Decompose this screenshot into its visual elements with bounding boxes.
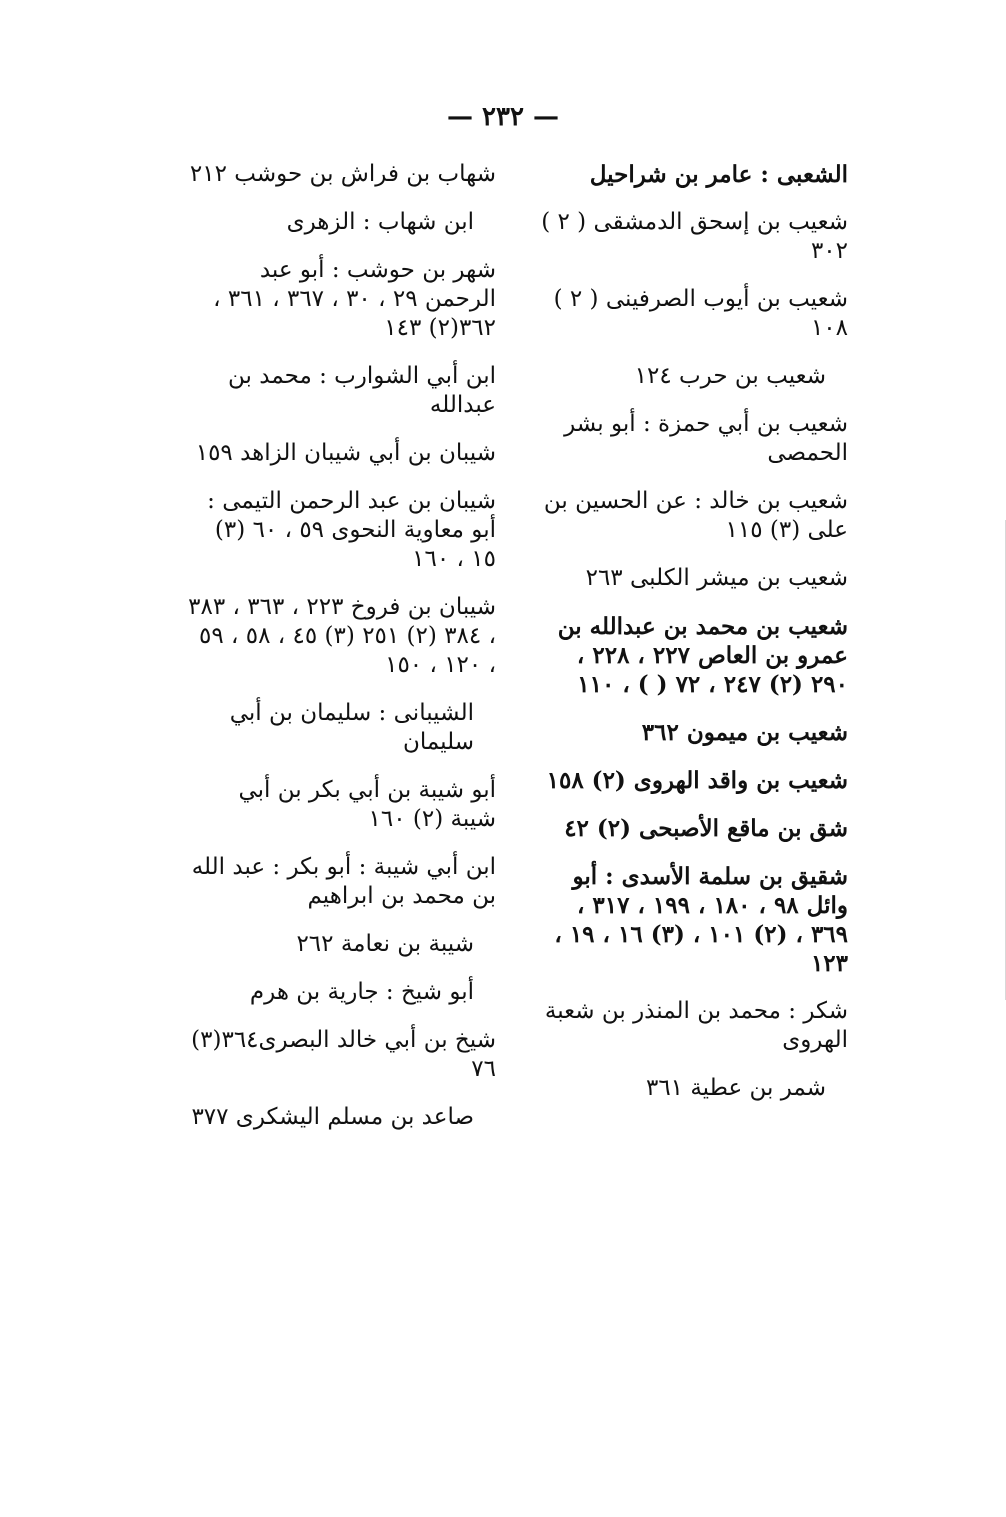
index-entry: شعيب بن واقد الهروى (٢) ١٥٨ bbox=[546, 767, 848, 794]
index-entry: شعيب بن أبي حمزة : أبو بشر الحمصى bbox=[564, 411, 848, 466]
index-entry: شيبان بن عبد الرحمن التيمى : أبو معاوية النحوى ٥٩ ، ٦٠ (٣) ١٥ ، ١٦٠ bbox=[207, 488, 496, 572]
index-entry: أبو شيخ : جارية بن هرم bbox=[249, 979, 474, 1005]
index-entry: شهر بن حوشب : أبو عبد الرحمن ٢٩ ، ٣٠ ، ٣٦٧ ، ٣٦١ ، ٣٦٢(٢) ١٤٣ bbox=[213, 257, 496, 341]
index-entry: شعيب بن ميمون ٣٦٢ bbox=[641, 719, 848, 746]
index-entry: شعيب بن محمد بن عبدالله بن عمرو بن العاص ٢٢٧ ، ٢٢٨ ، ٢٩٠ (٢) ٢٤٧ ، ٧٢ ( ) ، ١١٠ bbox=[557, 613, 848, 698]
index-entry: شعيب بن حرب ١٢٤ bbox=[634, 363, 826, 389]
index-entry: شيبان بن فروخ ٢٢٣ ، ٣٦٣ ، ٣٨٣ ، ٣٨٤ (٢) ٢٥١ (٣) ٤٥ ، ٥٨ ، ٥٩ ، ١٢٠ ، ١٥٠ bbox=[188, 594, 496, 678]
index-entry: شمر بن عطية ٣٦١ bbox=[645, 1075, 826, 1101]
index-column-left bbox=[186, 160, 496, 1151]
index-entry: صاعد بن مسلم اليشكرى ٣٧٧ bbox=[191, 1104, 474, 1130]
index-entry: شعيب بن خالد : عن الحسين بن على (٣) ١١٥ bbox=[543, 488, 848, 543]
index-entry: شق بن ماقع الأصبحى (٢) ٤٢ bbox=[564, 815, 848, 842]
index-entry: شيخ بن أبي خالد البصرى٣٦٤(٣) ٧٦ bbox=[191, 1027, 496, 1082]
index-entry: شيبة بن نعامة ٢٦٢ bbox=[296, 931, 474, 957]
index-entry: شعيب بن إسحق الدمشقى ( ٢ ) ٣٠٢ bbox=[541, 209, 848, 264]
index-entry: شكر : محمد بن المنذر بن شعبة الهروى bbox=[544, 998, 848, 1053]
index-entry: شعيب بن أيوب الصرفينى ( ٢ ) ١٠٨ bbox=[553, 286, 848, 341]
index-entry: الشعبى : عامر بن شراحيل bbox=[589, 161, 848, 188]
index-entry: ابن شهاب : الزهرى bbox=[286, 209, 474, 235]
index-entry: شعيب بن ميشر الكلبى ٢٦٣ bbox=[585, 565, 848, 591]
index-entry: شهاب بن فراش بن حوشب ٢١٢ bbox=[189, 161, 496, 187]
index-entry: ابن أبي شيبة : أبو بكر : عبد الله بن محمد بن ابراهيم bbox=[191, 854, 496, 909]
index-entry: أبو شيبة بن أبي بكر بن أبي شيبة (٢) ١٦٠ bbox=[238, 777, 496, 832]
index-entry: شقيق بن سلمة الأسدى : أبو وائل ٩٨ ، ١٨٠ ، ١٩٩ ، ٣١٧ ، ٣٦٩ ، (٢) ١٠١ ، (٣) ١٦ ، ١٩ ، ١٢٣ bbox=[554, 863, 848, 977]
page-number: — ٢٣٢ — bbox=[446, 102, 560, 132]
index-column-right bbox=[538, 160, 848, 1122]
index-entry: ابن أبي الشوارب : محمد بن عبدالله bbox=[228, 363, 496, 418]
index-entry: الشيبانى : سليمان بن أبي سليمان bbox=[229, 700, 474, 755]
index-entry: شيبان بن أبي شيبان الزاهد ١٥٩ bbox=[195, 440, 496, 466]
